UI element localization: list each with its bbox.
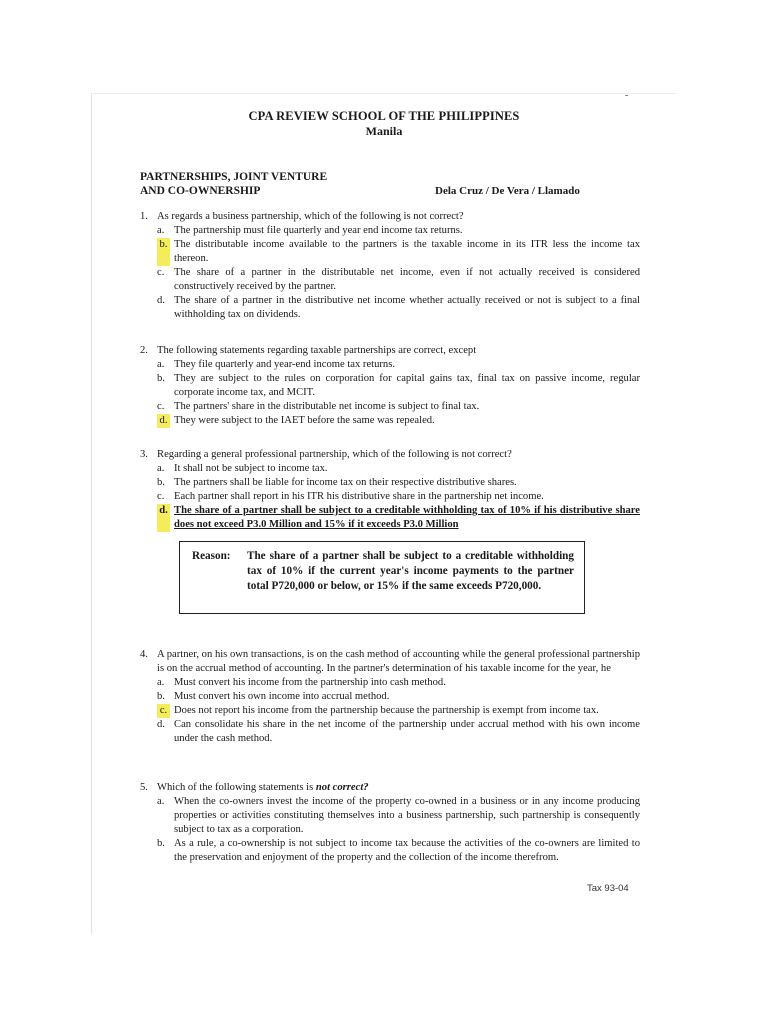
- choice-c-answer: [157, 704, 640, 718]
- choice-text: The partners shall be liable for income tax on their respective distributive shares.: [174, 477, 517, 488]
- choice-b: [157, 476, 640, 490]
- school-title: CPA REVIEW SCHOOL OF THE PHILIPPINES: [248, 109, 520, 123]
- school-city: Manila: [365, 124, 403, 138]
- choice-text: Must convert his income from the partnership into cash method.: [174, 677, 446, 688]
- choice-letter: a.: [157, 225, 165, 236]
- choice-text: Must convert his own income into accrual method.: [174, 691, 390, 702]
- question-4: [140, 648, 640, 746]
- question-stem: A partner, on his own transactions, is on the cash method of accounting while the general professional partnership is on the accrual method of accounting. In the partner's determination of his taxable income for the year, he: [157, 649, 640, 674]
- choice-text: Each partner shall report in his ITR his distributive share in the partnership net income.: [174, 491, 544, 502]
- choice-letter: d.: [157, 295, 165, 306]
- answer-highlight-letter: b.: [157, 238, 170, 266]
- choice-b: [157, 837, 640, 865]
- question-number: 3.: [140, 449, 148, 460]
- choice-a: [157, 224, 640, 238]
- choice-c: [157, 266, 640, 294]
- choice-c: [157, 490, 640, 504]
- choice-a: [157, 358, 640, 372]
- choice-a: [157, 462, 640, 476]
- reason-text: The share of a partner shall be subject to a creditable withholding tax of 10% if the current year's income payments to the partner total P720,000 or below, or 15% if the same exceeds P720,000.: [247, 550, 574, 592]
- choice-letter: b.: [157, 373, 165, 384]
- choice-letter: c.: [157, 267, 165, 278]
- choice-text: The distributable income available to the partners is the taxable income in its ITR less the income tax thereon.: [174, 239, 640, 264]
- choice-text: They file quarterly and year-end income tax returns.: [174, 359, 395, 370]
- choice-letter: b.: [157, 477, 165, 488]
- choice-b: [157, 372, 640, 400]
- question-stem: Regarding a general professional partnership, which of the following is not correct?: [157, 449, 512, 460]
- choice-a: [157, 676, 640, 690]
- choice-c: [157, 400, 640, 414]
- choice-text: The share of a partner in the distributable net income, even if not actually received is considered constructively received by the partner.: [174, 267, 640, 292]
- choice-letter: a.: [157, 677, 165, 688]
- choice-text: They were subject to the IAET before the same was repealed.: [174, 415, 435, 426]
- answer-highlight-letter: d.: [157, 504, 170, 532]
- reason-box: [179, 541, 585, 614]
- question-stem-prefix: Which of the following statements is: [157, 782, 316, 793]
- question-number: 2.: [140, 345, 148, 356]
- choice-text: As a rule, a co-ownership is not subject to income tax because the activities of the co-owners are limited to the preservation and enjoyment of the property and the collection of the income therefrom.: [174, 838, 640, 863]
- question-5: [140, 781, 640, 865]
- choice-letter: c.: [157, 401, 165, 412]
- choice-text: The share of a partner in the distributive net income whether actually received or not is subject to a final withholding tax on dividends.: [174, 295, 640, 320]
- choice-text: The partnership must file quarterly and year end income tax returns.: [174, 225, 463, 236]
- choice-text: When the co-owners invest the income of the property co-owned in a business or in any income producing properties or activities constituting themselves into a business partnership, such partnership is consequently subject to tax as a corporation.: [174, 796, 640, 835]
- question-2: [140, 344, 640, 428]
- reason-label: Reason:: [192, 550, 231, 562]
- choice-letter: c.: [157, 491, 165, 502]
- choice-d-answer: [157, 504, 640, 532]
- choice-text: It shall not be subject to income tax.: [174, 463, 328, 474]
- choice-text: The partners' share in the distributable net income is subject to final tax.: [174, 401, 480, 412]
- question-stem: The following statements regarding taxable partnerships are correct, except: [157, 345, 477, 356]
- topic-title-line1: PARTNERSHIPS, JOINT VENTURE: [140, 171, 328, 183]
- choice-letter: b.: [157, 838, 165, 849]
- question-number: 5.: [140, 782, 148, 793]
- question-1: [140, 210, 640, 322]
- choice-letter: b.: [157, 691, 165, 702]
- answer-highlight-letter: d.: [157, 414, 170, 428]
- page-code: Tax 93-04: [587, 883, 629, 894]
- corner-mark: -: [625, 90, 629, 101]
- choice-text: Can consolidate his share in the net income of the partnership under accrual method with his own income under the cash method.: [174, 719, 640, 744]
- question-stem: [157, 781, 640, 795]
- choice-letter: a.: [157, 463, 165, 474]
- topic-title-line2: AND CO-OWNERSHIP: [140, 185, 261, 197]
- choice-d: [157, 294, 640, 322]
- choice-letter: a.: [157, 359, 165, 370]
- choice-b-answer: [157, 238, 640, 266]
- choice-d: [157, 718, 640, 746]
- choice-text: Does not report his income from the partnership because the partnership is exempt from income tax.: [174, 705, 599, 716]
- question-stem-emphasis: not correct?: [315, 782, 369, 793]
- answer-text: The share of a partner shall be subject to a creditable withholding tax of 10% if his distributive share does not exceed P3.0 Million and 15% if it exceeds P3.0 Million: [174, 505, 640, 530]
- question-3: [140, 448, 640, 532]
- authors: Dela Cruz / De Vera / Llamado: [435, 185, 580, 197]
- choice-b: [157, 690, 640, 704]
- question-number: 4.: [140, 649, 148, 660]
- answer-highlight-letter: c.: [157, 704, 170, 718]
- question-stem: As regards a business partnership, which of the following is not correct?: [157, 211, 464, 222]
- question-number: 1.: [140, 211, 148, 222]
- choice-text: They are subject to the rules on corporation for capital gains tax, final tax on passive income, regular corporate income tax, and MCIT.: [174, 373, 640, 398]
- choice-letter: d.: [157, 719, 165, 730]
- choice-d-answer: [157, 414, 640, 428]
- choice-letter: a.: [157, 796, 165, 807]
- choice-a: [157, 795, 640, 837]
